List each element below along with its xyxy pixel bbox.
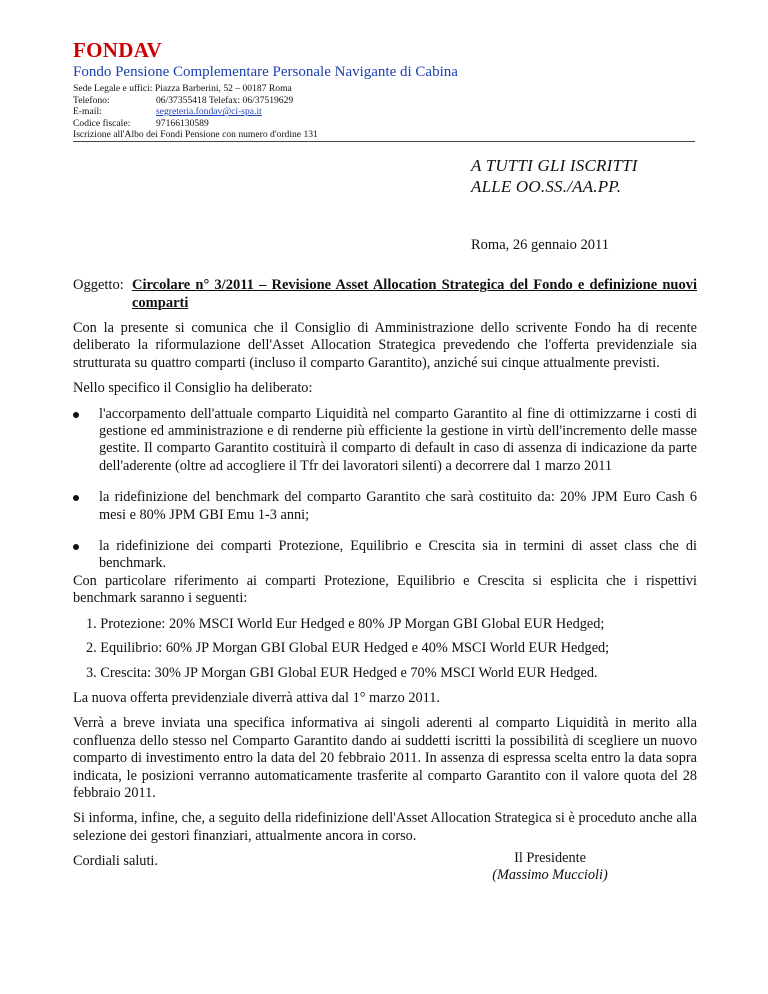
phone-value: 06/37355418 Telefax: 06/37519629: [156, 94, 294, 106]
addressee-line-1: A TUTTI GLI ISCRITTI: [471, 156, 638, 175]
list-item-text: la ridefinizione dei comparti Protezione, Equilibrio e Crescita sia in termini di asset class che di benchmark.: [99, 538, 697, 572]
intro-paragraph: Con la presente si comunica che il Consiglio di Amministrazione dello scrivente Fondo ha di recente deliberato la riformulazione dell'Asset Allocation Strategica prevedendo che l'offerta previdenziale sia strutturata su quattro comparti (incluso il comparto Garantito), anziché sui cinque attualmente previsti.: [73, 320, 697, 371]
email-link[interactable]: segreteria.fondav@ci-spa.it: [156, 106, 262, 118]
registry-line: Iscrizione all'Albo dei Fondi Pensione con numero d'ordine 131: [73, 129, 318, 141]
benchmark-list: [73, 616, 697, 682]
signatory-name: (Massimo Muccioli): [492, 867, 608, 884]
subject-label: Oggetto:: [73, 277, 124, 293]
list-item-text: l'accorpamento dell'attuale comparto Liquidità nel comparto Garantito al fine di ottimizzarne i costi di gestione ed amministrazione e di renderne più efficiente la gestione in virtù dell'incremento delle masse gestite. Il comparto Garantito costituirà il comparto di default in caso di assenza di indicazione da parte dell'aderente (oltre ad accogliere il Tfr dei lavoratori silenti) a decorrere dal 1 marzo 2011: [99, 405, 697, 474]
bullet-icon: [73, 495, 79, 501]
signatory-role: Il Presidente: [514, 850, 586, 866]
list-item: [73, 489, 697, 524]
address-line: Sede Legale e uffici: Piazza Barberini, 52 – 00187 Roma: [73, 83, 292, 94]
notice-paragraph: Verrà a breve inviata una specifica informativa ai singoli aderenti al comparto Liquidità in merito alla confluenza dello stesso nel Comparto Garantito dando ai suddetti iscritti la possibilità di scegliere un nuovo comparto di investimento entro la data del 20 febbraio 2011. In assenza di espressa scelta entro la data sopra indicata, le posizioni verranno automaticamente trasferite al comparto Garantito con il valore quota del 28 febbraio 2011.: [73, 715, 697, 801]
addressee-line-2: ALLE OO.SS./AA.PP.: [471, 177, 622, 196]
resolution-list: [73, 406, 697, 573]
closing-salutation: Cordiali saluti.: [73, 853, 158, 870]
list-item-text: la ridefinizione del benchmark del comparto Garantito che sarà costituito da: 20% JPM Euro Cash 6 mesi e 80% JPM GBI Emu 1-3 anni;: [99, 489, 697, 523]
letter-date: Roma, 26 gennaio 2011: [471, 237, 609, 253]
contact-block: [73, 83, 318, 141]
subject-text: Circolare n° 3/2011 – Revisione Asset Allocation Strategica del Fondo e definizione nuovi comparti: [132, 277, 697, 311]
email-label: E-mail:: [73, 106, 102, 118]
tax-code-label: Codice fiscale:: [73, 117, 131, 129]
org-full-name: Fondo Pensione Complementare Personale Navigante di Cabina: [73, 64, 458, 80]
header-divider: [73, 141, 695, 142]
subject-block: [73, 276, 697, 312]
bullet-icon: [73, 544, 79, 550]
final-paragraph: Si informa, infine, che, a seguito della ridefinizione dell'Asset Allocation Strategica si è proceduto anche alla selezione dei gestori finanziari, attualmente ancora in corso.: [73, 810, 697, 844]
phone-line: [73, 95, 318, 107]
email-line: [73, 106, 318, 118]
phone-label: Telefono:: [73, 94, 110, 106]
lead-paragraph: Nello specifico il Consiglio ha deliberato:: [73, 380, 313, 397]
list-item: [73, 538, 697, 573]
tax-code-value: 97166130589: [156, 117, 209, 129]
list-item: 2. Equilibrio: 60% JP Morgan GBI Global EUR Hedged e 40% MSCI World EUR Hedged;: [86, 640, 610, 657]
activation-paragraph: La nuova offerta previdenziale diverrà attiva dal 1° marzo 2011.: [73, 689, 440, 706]
letter-body: [73, 320, 697, 879]
addressee-block: [471, 155, 638, 197]
bullet-icon: [73, 412, 79, 418]
list-item: [73, 406, 697, 476]
org-name: FONDAV: [73, 38, 162, 62]
tax-code-line: [73, 118, 318, 130]
list-item: 1. Protezione: 20% MSCI World Eur Hedged e 80% JP Morgan GBI Global EUR Hedged;: [86, 615, 605, 632]
list-item: 3. Crescita: 30% JP Morgan GBI Global EUR Hedged e 70% MSCI World EUR Hedged.: [86, 664, 598, 681]
benchmark-intro: Con particolare riferimento ai comparti Protezione, Equilibrio e Crescita si esplicita che i rispettivi benchmark saranno i seguenti:: [73, 572, 697, 607]
signature-block: [480, 850, 620, 885]
